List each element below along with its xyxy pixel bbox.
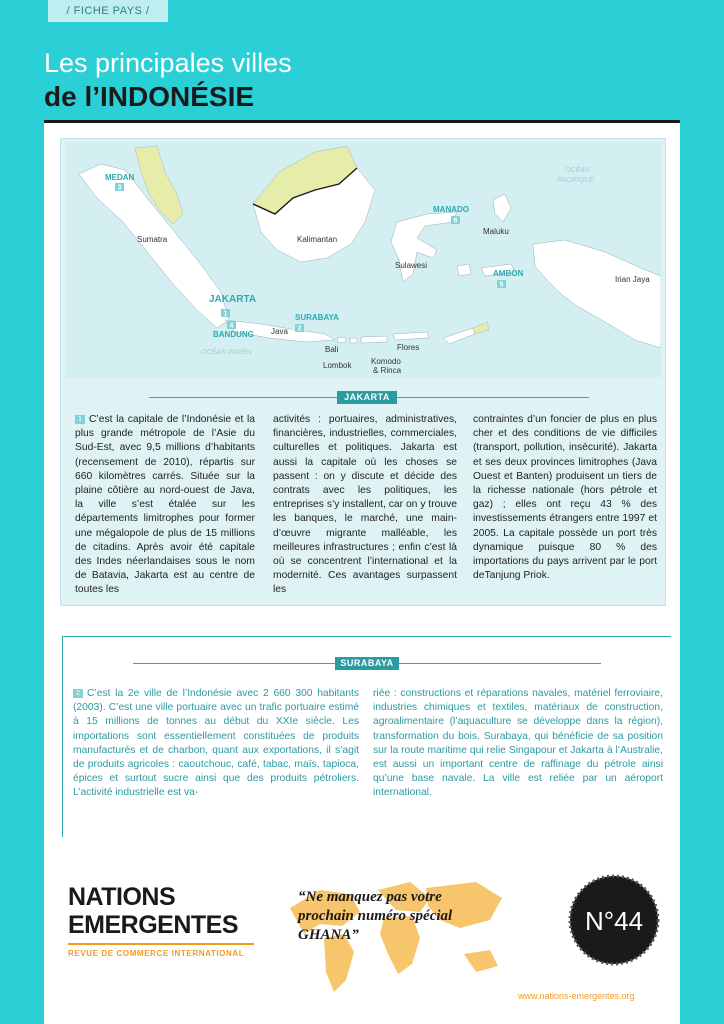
map-label-kalimantan: Kalimantan (297, 235, 338, 244)
map-city-surabaya: SURABAYA (295, 313, 339, 322)
map-label-rinca: & Rinca (373, 366, 402, 375)
map-city-manado: MANADO (433, 205, 469, 214)
promo-text: “Ne manquez pas votre prochain numéro spécial GHANA” (298, 889, 453, 943)
map-city-jakarta-num: 1 (223, 310, 228, 318)
irian-jaya (533, 240, 661, 348)
jakarta-badge: 1 (75, 415, 85, 424)
map-city-medan-num: 3 (117, 184, 122, 192)
surabaya-text-1: C’est la 2e ville de l’Indonésie avec 2 660 300 habitants (2003). C’est une ville portuaire avec un trafic portuaire estimé à 15 millions de tonnes au début du XXIe siècle. Les importations sont essentiellement constituées de produits manufacturés et de charbon, quant aux exportations, il s’agit de produits agricoles : caoutchouc, café, tabac, maïs, tapioca, épices et surtout sucre ainsi que des produits pétroliers. L’activité industrielle est va- (73, 688, 359, 799)
map-city-surabaya-num: 2 (297, 325, 302, 333)
map-label-lombok: Lombok (323, 361, 352, 370)
logo-line-2: EMERGENTES (68, 911, 239, 939)
logo-subtitle: REVUE DE COMMERCE INTERNATIONAL (68, 949, 245, 958)
map-label-bali: Bali (325, 345, 339, 354)
section-tag: / FICHE PAYS / (48, 0, 168, 22)
indonesia-map-svg (65, 142, 661, 378)
map-ocean-label-1: OCÉAN (565, 167, 590, 174)
map-city-ambon-num: 5 (499, 281, 504, 289)
map-ocean-label-2: PACIFIQUE (557, 177, 595, 184)
halmahera (493, 194, 511, 222)
map-label-java: Java (271, 327, 288, 336)
map-label-sulawesi: Sulawesi (395, 261, 428, 270)
jakarta-col-3: contraintes d’un foncier de plus en plus cher et des conditions de vie difficiles (transport, pollution, insécurité). Jakarta et ses deux provinces limitrophes (Java Ouest et Banten) produisent un tiers de la richesse nationale (hors pétrole et gaz) ; elles ont reçu 43 % des investissements étrangers entre 1997 et 2005. La capitale possède un port très dynamique puisque 80 % des importations du pays arrivent par le port deTanjung Priok. (473, 414, 657, 582)
indonesia-map (65, 142, 661, 378)
surabaya-tag: SURABAYA (335, 657, 399, 670)
flores (393, 332, 429, 340)
jakarta-col-2: activités : portuaires, administratives, financières, industrielles, commerciales, culturelles et politiques. Jakarta est aussi la capitale où les choses se passent : on y discute et décide des contrats avec les politiques, les entreprises s’y installent, car on y trouve les banques, le marché, une main-d’œuvre migrante malléable, les meilleures infrastructures ; enfin c’est là où se concentrent l’international et la modernité. Ces avantages surpassent les (273, 414, 457, 596)
map-label-sumatra: Sumatra (137, 235, 168, 244)
surabaya-col-2: riée : constructions et réparations navales, matériel ferroviaire, industries chimiques et textiles, matériaux de construction, agroalimentaire (l’aquaculture se développe dans la région), transformation du bois. Surabaya, qui bénéficie de sa position sur la route maritime qui relie Singapour et Jakarta à l’Australie, est aussi un important centre de raffinage du pétrole ainsi qu’une base navale. La ville est reliée par un aéroport international. (373, 688, 663, 799)
buru (457, 264, 471, 276)
surabaya-badge: 2 (73, 689, 83, 698)
map-ocean-label-3: OCÉAN INDIEN (201, 349, 252, 356)
jakarta-box (60, 138, 666, 606)
map-city-medan: MEDAN (105, 173, 135, 182)
sulawesi (391, 212, 457, 282)
page-title-line2: de l’INDONÉSIE (44, 81, 255, 112)
bali (337, 337, 346, 343)
issue-badge (564, 870, 664, 970)
logo-underline (68, 943, 254, 945)
sumbawa (361, 336, 387, 343)
logo-line-1: NATIONS (68, 883, 176, 911)
map-city-ambon: AMBON (493, 269, 524, 278)
timor (443, 328, 475, 344)
map-label-flores: Flores (397, 343, 420, 352)
map-label-komodo: Komodo (371, 357, 401, 366)
lombok (350, 338, 357, 343)
content-panel (44, 120, 680, 1024)
map-city-bandung: BANDUNG (213, 330, 254, 339)
timor-east (473, 322, 489, 334)
website-link[interactable]: www.nations-emergentes.org (518, 991, 635, 1001)
issue-number: N°44 (584, 906, 644, 936)
surabaya-col-1 (73, 687, 359, 801)
surabaya-box (62, 636, 671, 837)
map-city-jakarta: JAKARTA (209, 294, 257, 305)
map-city-bandung-num: 4 (229, 322, 234, 330)
jakarta-col-1 (75, 413, 255, 598)
map-city-manado-num: 6 (453, 217, 458, 225)
map-label-irian-jaya: Irian Jaya (615, 275, 650, 284)
map-label-maluku: Maluku (483, 227, 509, 236)
panel-top-rule (44, 120, 680, 123)
jakarta-tag: JAKARTA (337, 391, 397, 404)
page-title-line1: Les principales villes (44, 48, 292, 78)
jakarta-text-1: C’est la capitale de l’Indonésie et la plus grande métropole de l’Asie du Sud-Est, avec 9,5 millions d’habitants (recensement de 2010), répartis sur 660 kilomètres carrés. Située sur la plaine côtière au nord-ouest de Java, la ville s’est étalée sur les départements limitrophes pour former une mégalopole de plus de 15 millions de citadins. Après avoir été capitale des Indes néerlandaises sous le nom de Batavia, Jakarta est au centre de toutes les (75, 414, 255, 596)
